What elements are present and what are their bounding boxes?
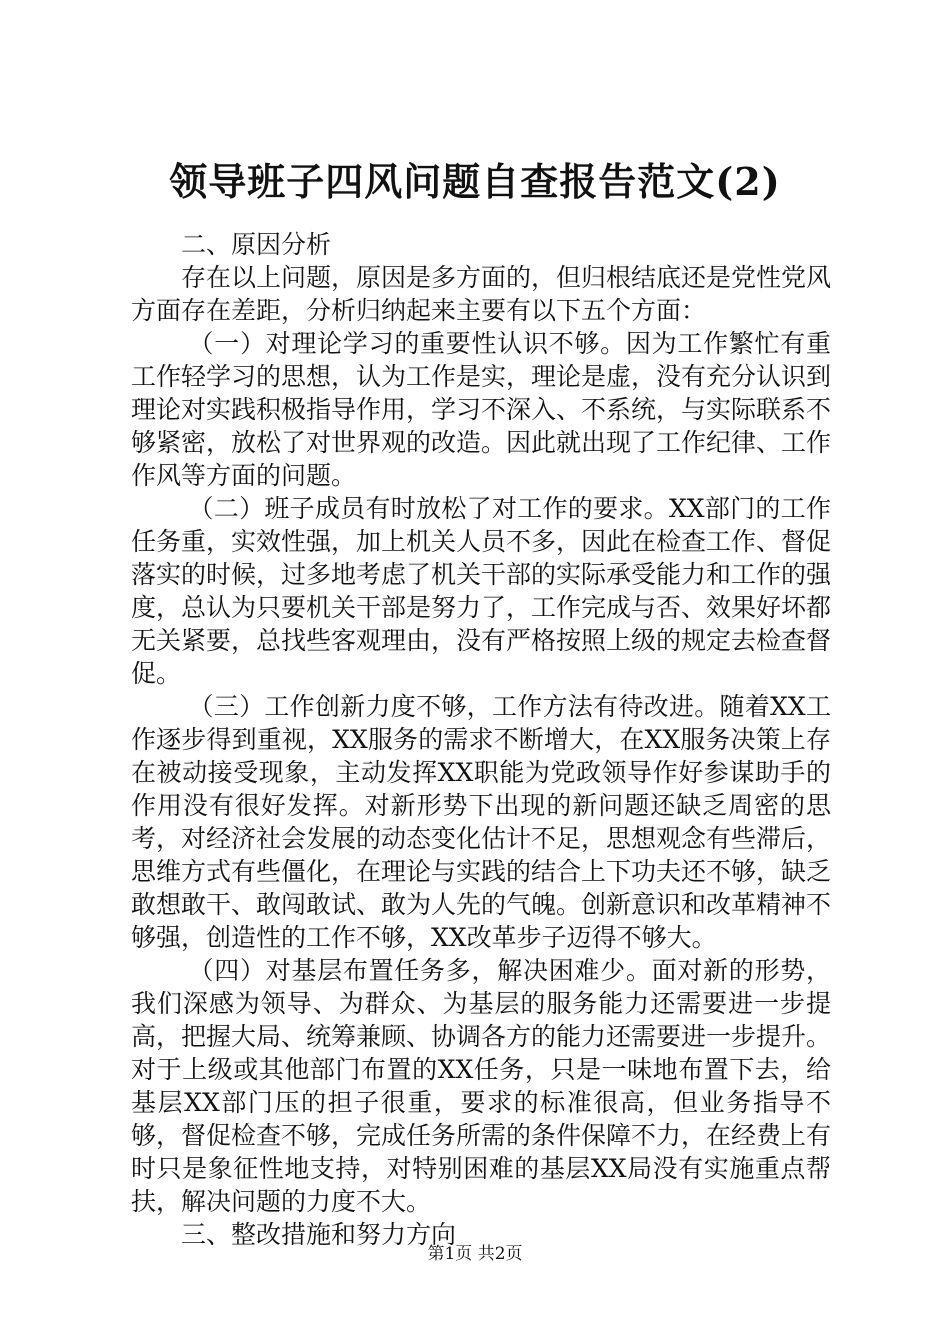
section-heading-rectification: 三、整改措施和努力方向 xyxy=(181,1220,457,1249)
document-title: 领导班子四风问题自查报告范文(2) xyxy=(169,159,781,204)
page-number-footer: 第1页 共2页 xyxy=(427,1244,523,1264)
paragraph-point-3: （三）工作创新力度不够，工作方法有待改进。随着XX工作逐步得到重视，XX服务的需求不断增大，在XX服务决策上存在被动接受现象，主动发挥XX职能为党政领导作好参谋助手的作用没有很好发挥。对新形势下出现的新问题还缺乏周密的思考，对经济社会发展的动态变化估计不足，思想观念有些滞后，思维方式有些僵化，在理论与实践的结合上下功夫还不够，缺乏敢想敢干、敢闯敢试、敢为人先的气魄。创新意识和改革精神不够强，创造性的工作不够，XX改革步子迈得不够大。 xyxy=(131,692,832,952)
paragraph-intro: 存在以上问题，原因是多方面的，但归根结底还是党性党风方面存在差距，分析归纳起来主要有以下五个方面： xyxy=(131,263,832,325)
document-body xyxy=(131,228,831,1251)
section-heading-cause-analysis: 二、原因分析 xyxy=(181,230,332,259)
paragraph-point-1: （一）对理论学习的重要性认识不够。因为工作繁忙有重工作轻学习的思想，认为工作是实，理论是虚，没有充分认识到理论对实践积极指导作用，学习不深入、不系统，与实际联系不够紧密，放松了对世界观的改造。因此就出现了工作纪律、工作作风等方面的问题。 xyxy=(131,329,832,490)
paragraph-point-4: （四）对基层布置任务多，解决困难少。面对新的形势，我们深感为领导、为群众、为基层的服务能力还需要进一步提高，把握大局、统筹兼顾、协调各方的能力还需要进一步提升。对于上级或其他部门布置的XX任务，只是一味地布置下去，给基层XX部门压的担子很重，要求的标准很高，但业务指导不够，督促检查不够，完成任务所需的条件保障不力，在经费上有时只是象征性地支持，对特别困难的基层XX局没有实施重点帮扶，解决问题的力度不大。 xyxy=(131,956,832,1216)
paragraph-point-2: （二）班子成员有时放松了对工作的要求。XX部门的工作任务重，实效性强，加上机关人员不多，因此在检查工作、督促落实的时候，过多地考虑了机关干部的实际承受能力和工作的强度，总认为只要机关干部是努力了，工作完成与否、效果好坏都无关紧要，总找些客观理由，没有严格按照上级的规定去检查督促。 xyxy=(131,494,832,688)
